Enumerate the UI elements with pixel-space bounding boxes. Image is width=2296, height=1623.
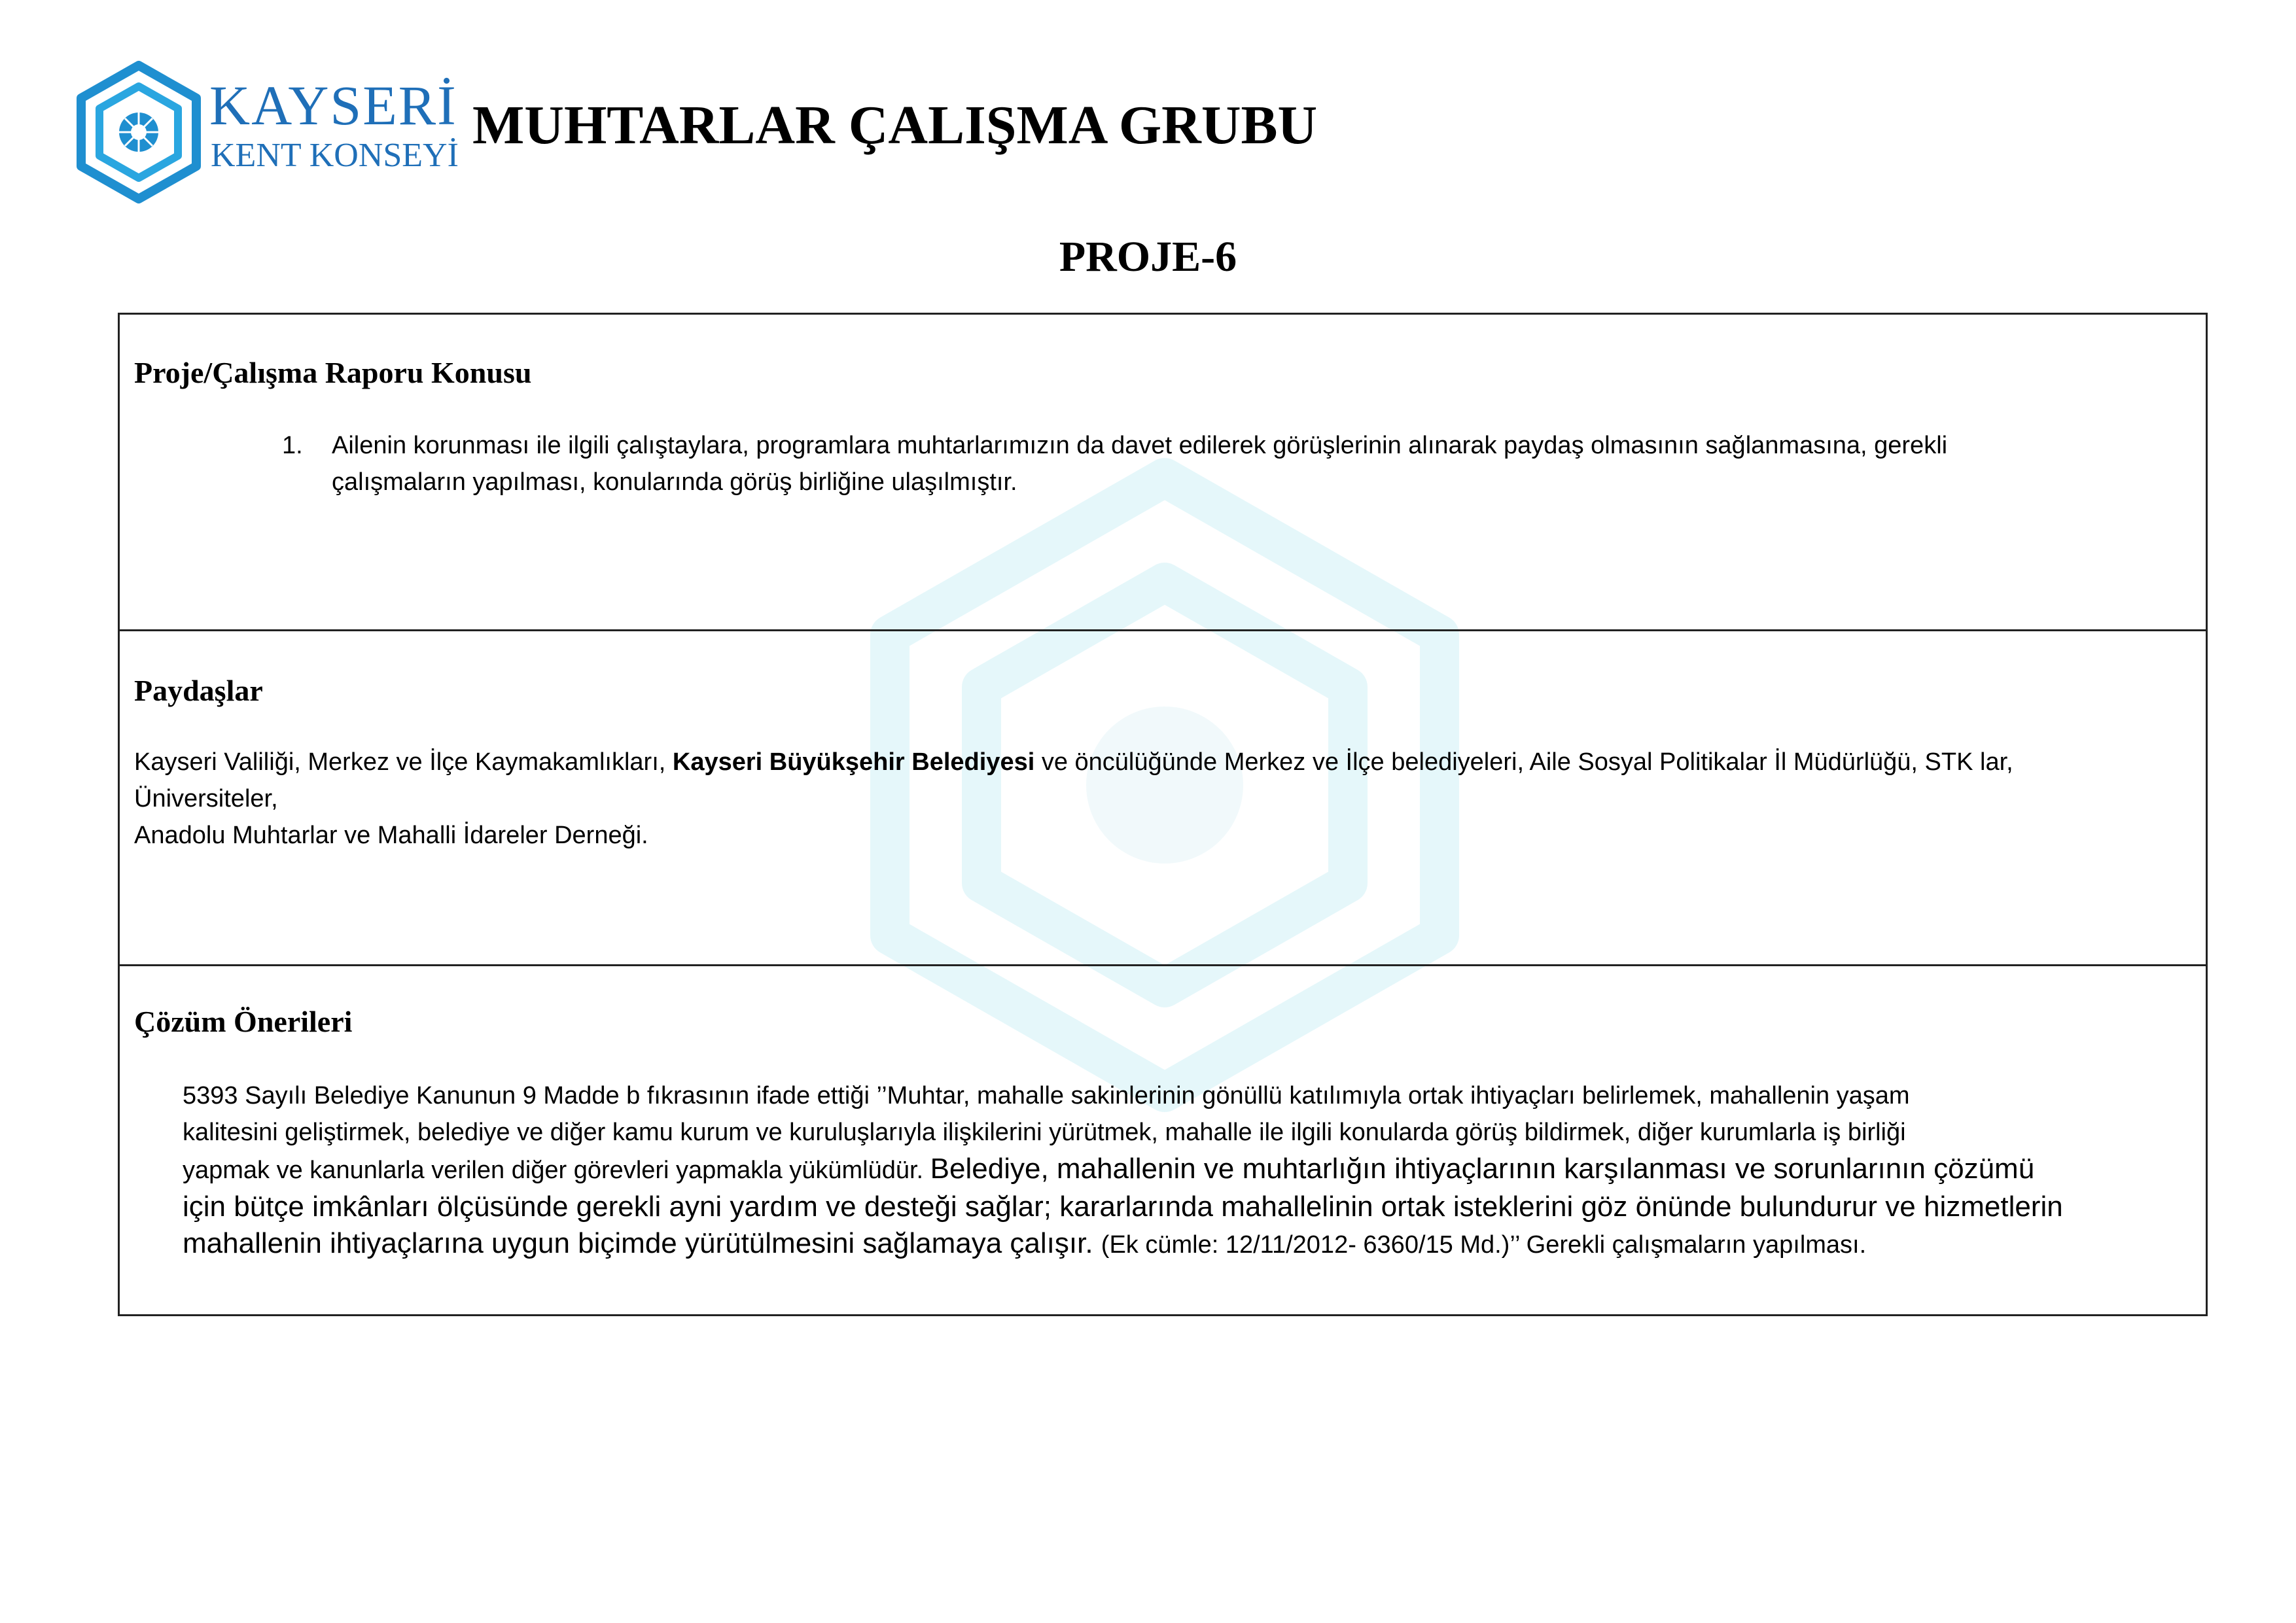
stakeholders-line (134, 744, 2195, 780)
stakeholder-highlight: Kayseri Büyükşehir Belediyesi (672, 748, 1035, 776)
section-topic (120, 315, 2206, 631)
section-solutions (120, 966, 2206, 1316)
stakeholders-line: Üniversiteler, (134, 785, 278, 812)
solutions-line: için bütçe imkânları ölçüsünde gerekli ayni yardım ve desteği sağlar; kararlarında mahallelinin ortak isteklerini göz önünde bulundurur ve hizmetlerin (183, 1191, 2063, 1223)
kent-konseyi-logo (73, 60, 459, 204)
section-topic-heading: Proje/Çalışma Raporu Konusu (134, 356, 532, 389)
solutions-line (183, 1225, 2198, 1263)
solutions-text (183, 1077, 2198, 1263)
stakeholders-text (134, 744, 2195, 854)
solutions-text-part: Belediye, mahallenin ve muhtarlığın ihtiyaçlarının karşılanması ve sorunlarının çözümü (930, 1153, 2035, 1185)
logo-name: KAYSERİ (209, 74, 457, 137)
section-solutions-heading: Çözüm Önerileri (134, 1005, 353, 1038)
stakeholders-line: Anadolu Muhtarlar ve Mahalli İdareler Derneği. (134, 822, 648, 849)
solutions-line: kalitesini geliştirmek, belediye ve diğer kamu kurum ve kuruluşlarıyla ilişkilerini yürütmek, mahalle ile ilgili konularda görüş bildirmek, diğer kurumlarla iş birliği (183, 1119, 1906, 1146)
list-item-line: çalışmaların yapılması, konularında görüş birliğine ulaşılmıştır. (332, 468, 1017, 496)
list-item-line: Ailenin korunması ile ilgili çalıştaylara, programlara muhtarlarımızın da davet edilerek görüşlerinin alınarak paydaş olmasının sağlanmasına, gerekli (332, 432, 1948, 459)
solutions-text-part: mahallenin ihtiyaçlarına uygun biçimde yürütülmesini sağlamaya çalışır. (183, 1227, 1101, 1259)
page-title: MUHTARLAR ÇALIŞMA GRUBU (472, 95, 1318, 156)
section-stakeholders (120, 631, 2206, 966)
stakeholders-text-part: ve öncülüğünde Merkez ve İlçe belediyeleri, Aile Sosyal Politikalar İl Müdürlüğü, STK lar, (1034, 748, 2013, 776)
solutions-text-part: yapmak ve kanunlarla verilen diğer görevleri yapmakla yükümlüdür. (183, 1157, 930, 1184)
list-item-number: 1. (282, 432, 303, 459)
solutions-text-part: (Ek cümle: 12/11/2012- 6360/15 Md.)’’ Gerekli çalışmaların yapılması. (1101, 1231, 1867, 1259)
solutions-line (183, 1151, 2198, 1189)
logo-emblem-icon (73, 60, 204, 204)
logo-subname: KENT KONSEYİ (211, 137, 459, 174)
project-title: PROJE-6 (1059, 233, 1237, 281)
solutions-line: 5393 Sayılı Belediye Kanunun 9 Madde b fıkrasının ifade ettiği ’’Muhtar, mahalle sakinlerinin gönüllü katılımıyla ortak ihtiyaçları belirlemek, mahallenin yaşam (183, 1082, 1910, 1109)
report-table (118, 313, 2208, 1316)
list-item (332, 427, 2157, 500)
stakeholders-text-part: Kayseri Valiliği, Merkez ve İlçe Kaymakamlıkları, (134, 748, 673, 776)
section-stakeholders-heading: Paydaşlar (134, 674, 263, 707)
